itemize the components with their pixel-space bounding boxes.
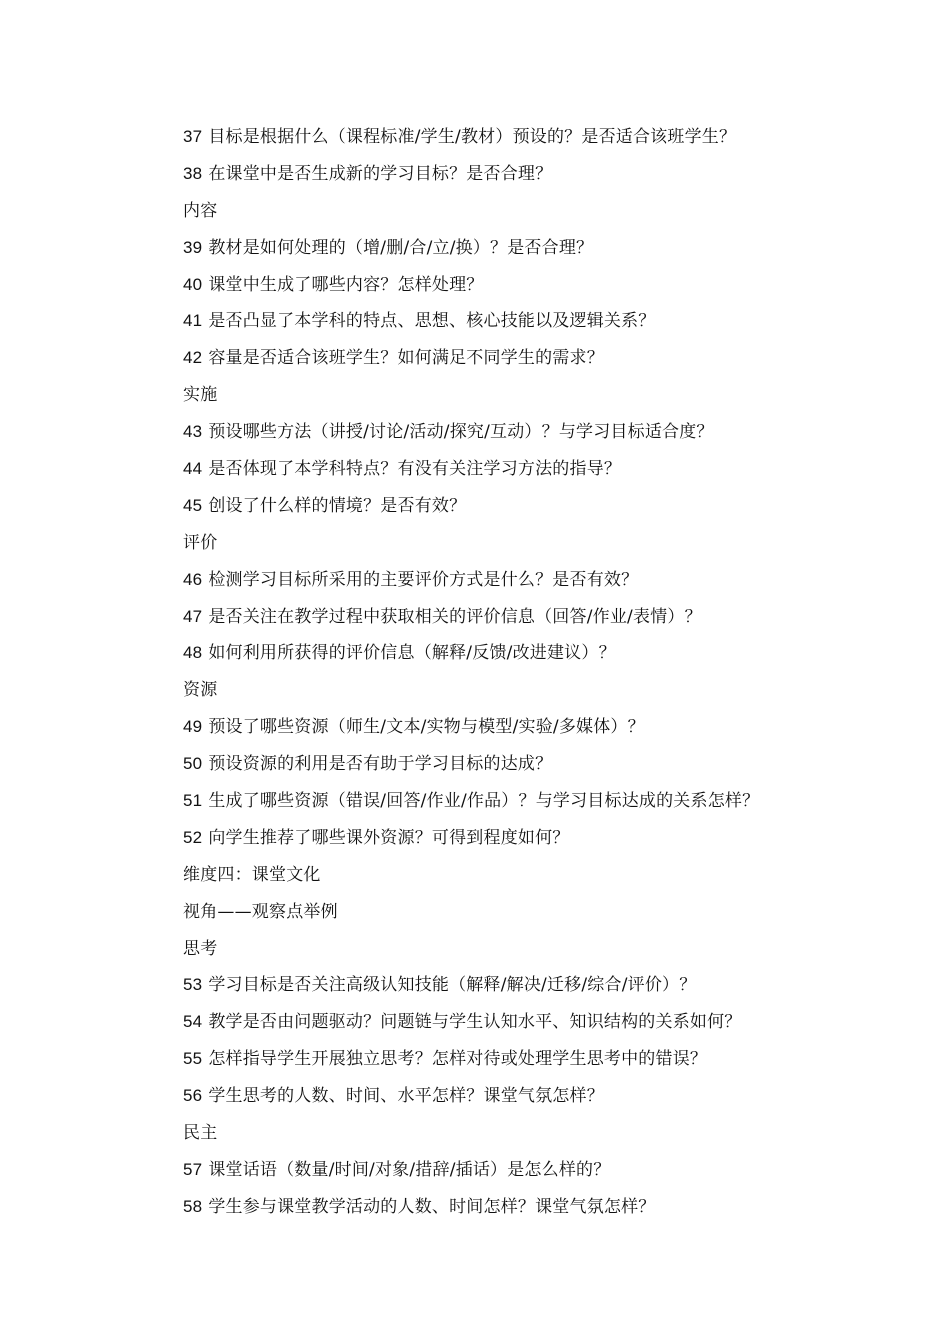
question-number: 51	[183, 791, 203, 811]
question-text: 在课堂中是否生成新的学习目标？是否合理？	[208, 163, 553, 184]
question-text: 教学是否由问题驱动？问题链与学生认知水平、知识结构的关系如何？	[208, 1012, 742, 1033]
question-item	[183, 303, 883, 340]
question-number: 44	[183, 459, 203, 479]
question-number: 40	[183, 274, 203, 294]
question-item	[183, 599, 883, 636]
question-item	[183, 1189, 883, 1226]
question-text: 是否凸显了本学科的特点、思想、核心技能以及逻辑关系？	[208, 311, 656, 332]
question-number: 49	[183, 717, 203, 737]
question-text: 向学生推荐了哪些课外资源？可得到程度如何？	[208, 827, 570, 848]
section-heading: 视角——观察点举例	[183, 901, 338, 922]
question-text: 是否体现了本学科特点？有没有关注学习方法的指导？	[208, 459, 622, 480]
question-text: 预设资源的利用是否有助于学习目标的达成？	[208, 754, 553, 775]
question-number: 47	[183, 606, 203, 626]
question-number: 48	[183, 643, 203, 663]
question-item	[183, 746, 883, 783]
question-text: 是否关注在教学过程中获取相关的评价信息（回答/作业/表情）？	[208, 606, 702, 627]
question-text: 目标是根据什么（课程标准/学生/教材）预设的？是否适合该班学生？	[208, 127, 737, 147]
question-item	[183, 488, 883, 525]
question-number: 37	[183, 127, 203, 146]
question-text: 学生思考的人数、时间、水平怎样？课堂气氛怎样？	[208, 1086, 604, 1107]
question-text: 如何利用所获得的评价信息（解释/反馈/改进建议）？	[208, 643, 616, 664]
question-item	[183, 230, 883, 267]
question-text: 预设哪些方法（讲授/讨论/活动/探究/互动）？与学习目标适合度？	[208, 422, 714, 443]
section-heading: 内容	[183, 200, 218, 221]
question-number: 55	[183, 1049, 203, 1069]
question-text: 课堂话语（数量/时间/对象/措辞/插话）是怎么样的？	[208, 1159, 611, 1180]
question-text: 学习目标是否关注高级认知技能（解释/解决/迁移/综合/评价）？	[208, 975, 697, 996]
question-item	[183, 340, 883, 377]
question-number: 52	[183, 827, 203, 847]
question-text: 课堂中生成了哪些内容？怎样处理？	[208, 274, 484, 295]
question-text: 创设了什么样的情境？是否有效？	[208, 495, 467, 516]
question-item	[183, 267, 883, 304]
question-number: 41	[183, 311, 203, 331]
section-heading: 思考	[183, 938, 218, 959]
question-number: 57	[183, 1159, 203, 1179]
question-number: 53	[183, 975, 203, 995]
question-item	[183, 635, 883, 672]
question-item	[183, 1004, 883, 1041]
question-item	[183, 820, 883, 857]
question-item	[183, 414, 883, 451]
question-number: 39	[183, 237, 203, 257]
question-item	[183, 1078, 883, 1115]
question-text: 生成了哪些资源（错误/回答/作业/作品）？与学习目标达成的关系怎样？	[208, 791, 760, 812]
question-number: 38	[183, 163, 203, 183]
question-text: 教材是如何处理的（增/删/合/立/换）？是否合理？	[208, 237, 594, 258]
question-number: 45	[183, 495, 203, 515]
question-number: 54	[183, 1012, 203, 1032]
question-text: 怎样指导学生开展独立思考？怎样对待或处理学生思考中的错误？	[208, 1049, 708, 1070]
question-text: 检测学习目标所采用的主要评价方式是什么？是否有效？	[208, 569, 639, 590]
question-number: 46	[183, 569, 203, 589]
question-item	[183, 119, 883, 156]
question-number: 42	[183, 348, 203, 368]
section-heading: 民主	[183, 1123, 218, 1144]
question-number: 43	[183, 422, 203, 442]
question-item	[183, 967, 883, 1004]
question-number: 58	[183, 1196, 203, 1216]
document-body	[183, 119, 883, 1226]
question-text: 容量是否适合该班学生？如何满足不同学生的需求？	[208, 348, 604, 369]
question-item	[183, 709, 883, 746]
question-item	[183, 451, 883, 488]
section-heading: 资源	[183, 680, 218, 701]
section-heading: 评价	[183, 532, 218, 553]
question-item	[183, 1041, 883, 1078]
question-text: 学生参与课堂教学活动的人数、时间怎样？课堂气氛怎样？	[208, 1196, 656, 1217]
question-text: 预设了哪些资源（师生/文本/实物与模型/实验/多媒体）？	[208, 717, 645, 738]
section-heading: 实施	[183, 385, 218, 406]
question-number: 50	[183, 754, 203, 774]
question-item	[183, 156, 883, 193]
question-number: 56	[183, 1086, 203, 1106]
question-item	[183, 783, 883, 820]
question-item	[183, 1152, 883, 1189]
question-item	[183, 562, 883, 599]
section-heading: 维度四：课堂文化	[183, 864, 321, 885]
